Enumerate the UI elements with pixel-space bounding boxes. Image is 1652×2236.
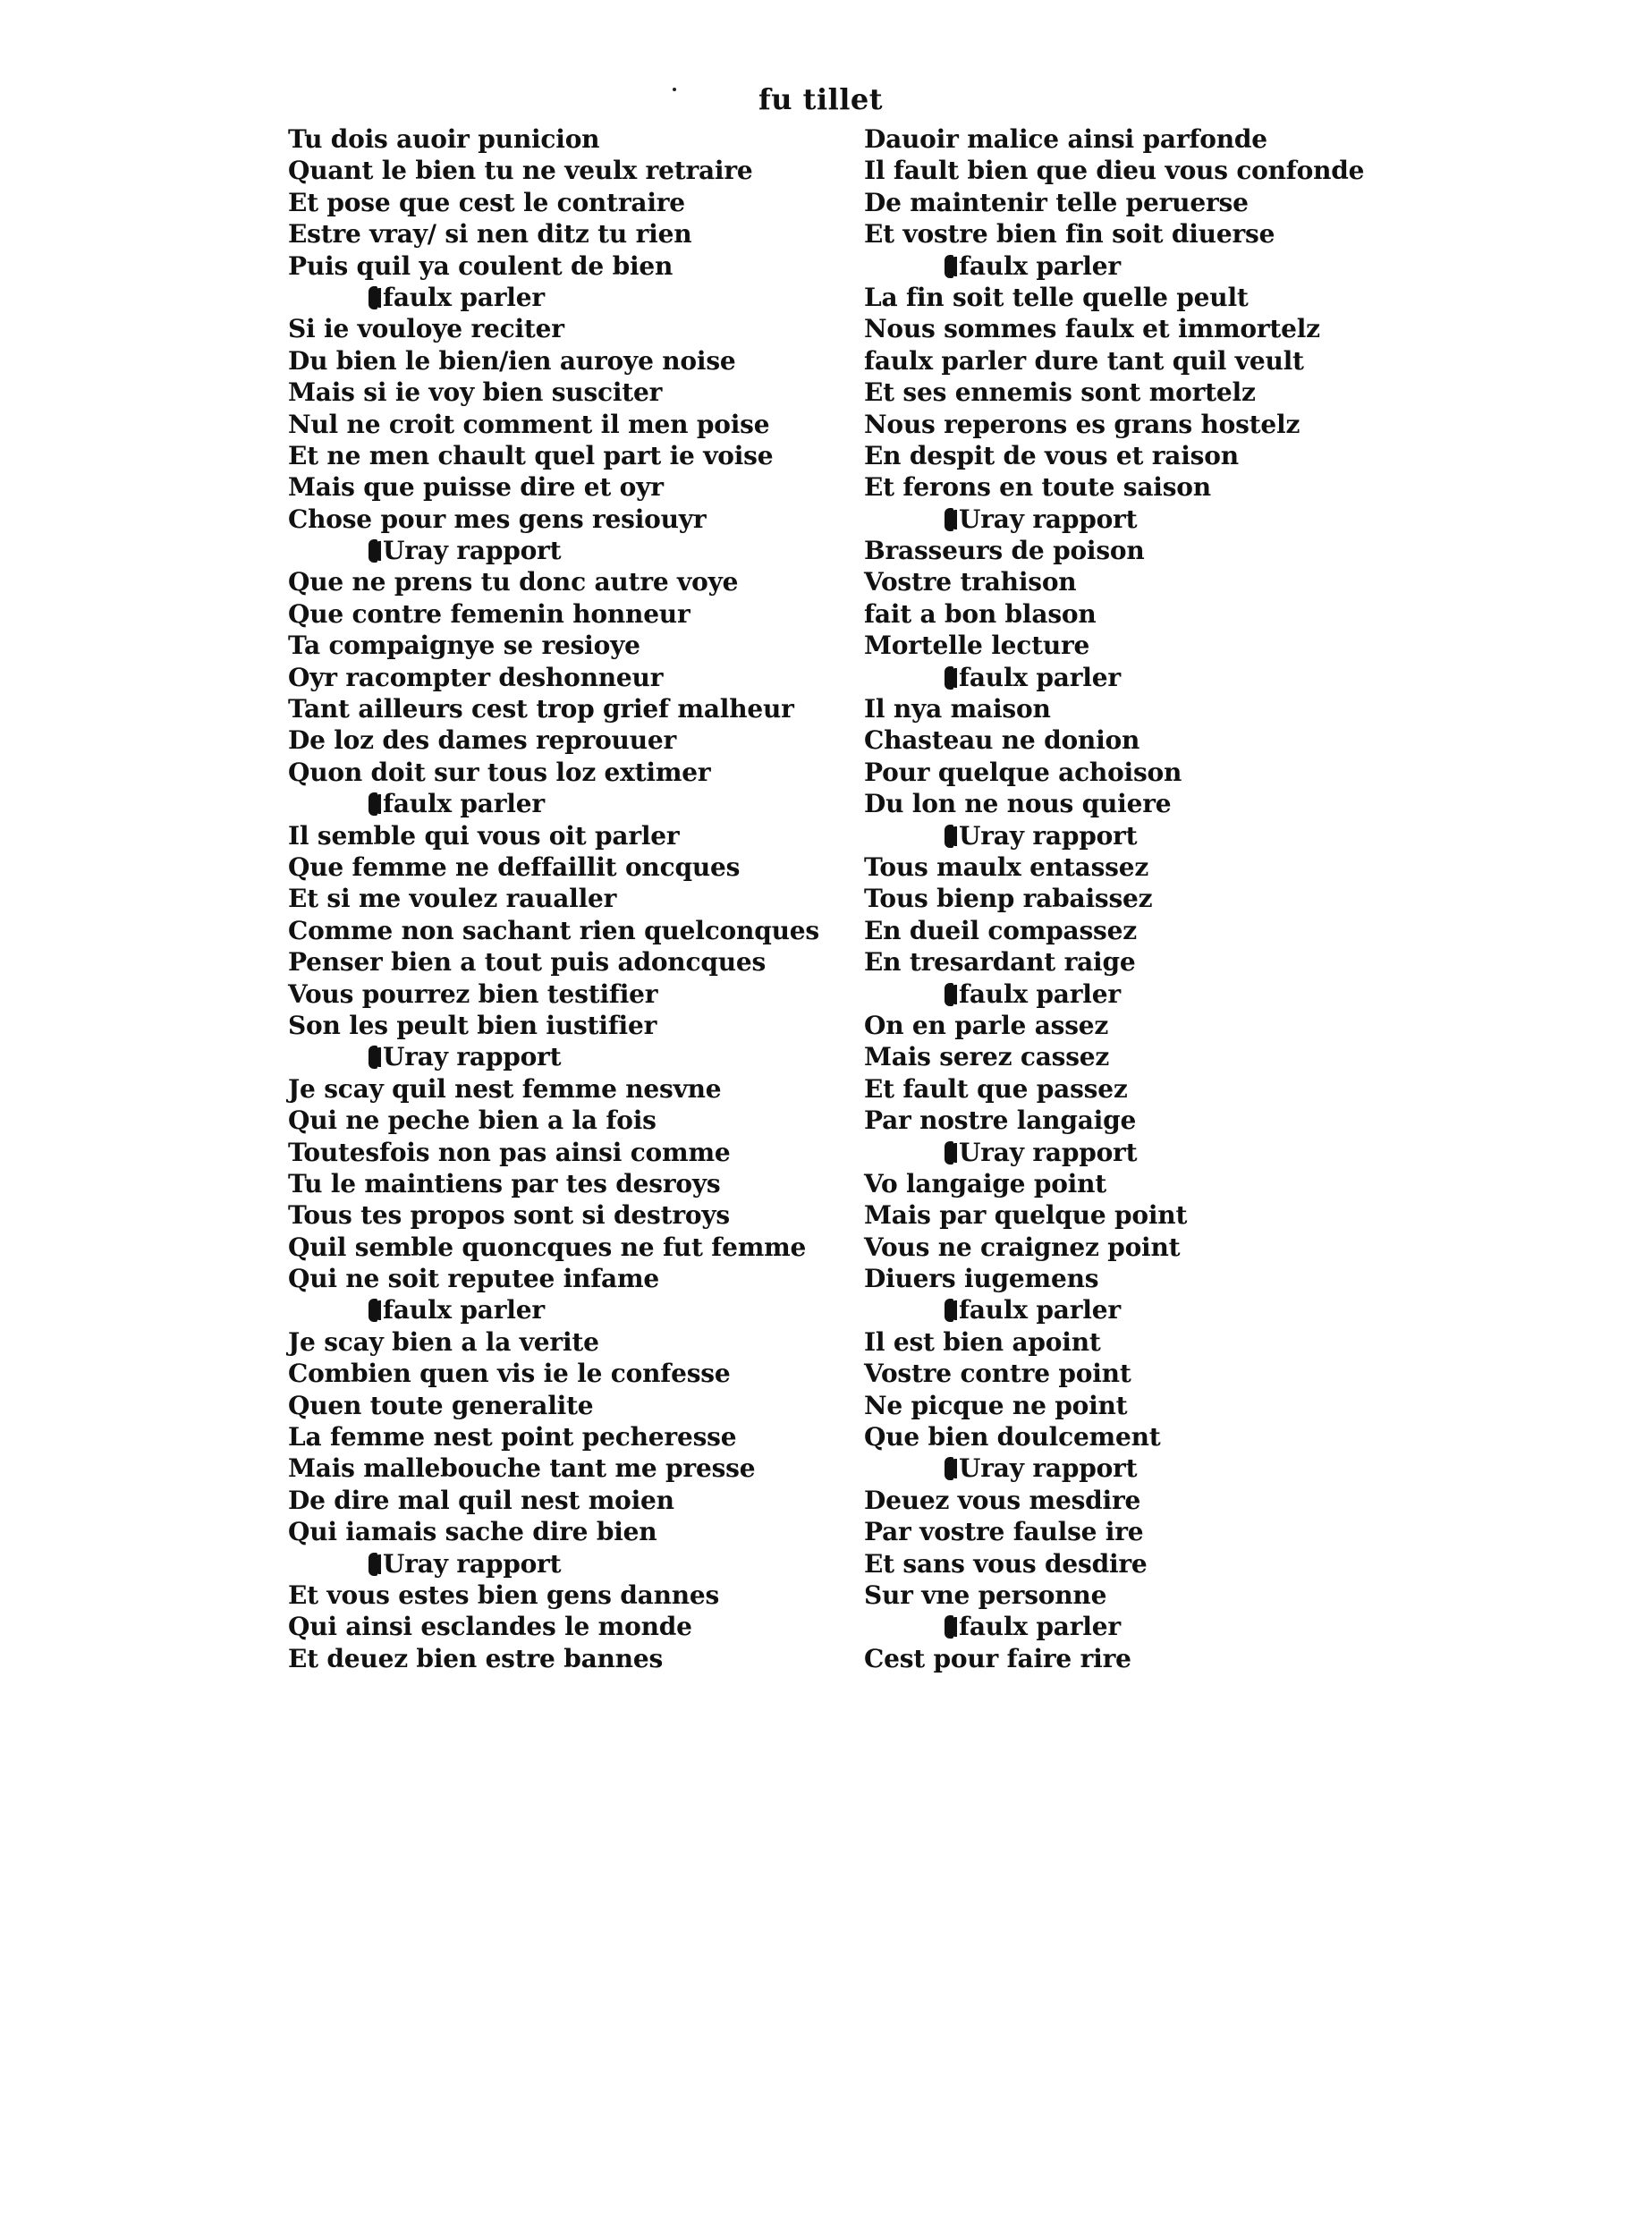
verse-text: Et ses ennemis sont mortelz: [864, 377, 1256, 408]
verse-text: Il est bien apoint: [864, 1326, 1101, 1357]
verse-line: [288, 946, 819, 978]
verse-text: De loz des dames reprouuer: [288, 725, 677, 756]
verse-line: [864, 693, 1364, 724]
pilcrow-icon: [945, 508, 953, 531]
verse-line: [288, 1199, 819, 1231]
verse-text: Chose pour mes gens resiouyr: [288, 504, 707, 534]
verse-line: [288, 1358, 819, 1389]
verse-text: Vous pourrez bien testifier: [288, 978, 658, 1009]
verse-text: Combien quen vis ie le confesse: [288, 1359, 731, 1389]
verse-text: Vo langaige point: [864, 1168, 1106, 1198]
verse-line: [864, 535, 1364, 566]
pilcrow-icon: [369, 1299, 377, 1322]
verse-line: [864, 724, 1364, 756]
verse-text: La fin soit telle quelle peult: [864, 282, 1249, 312]
verse-line: [288, 345, 819, 377]
verse-line: [288, 1073, 819, 1105]
verse-text: Il fault bien que dieu vous confonde: [864, 156, 1365, 186]
verse-line: [288, 187, 819, 218]
speaker-rubric: [864, 504, 1364, 535]
verse-text: Tous maulx entassez: [864, 851, 1149, 882]
verse-text: Comme non sachant rien quelconques: [288, 915, 819, 945]
verse-text: Diuers iugemens: [864, 1264, 1099, 1294]
pilcrow-icon: [945, 666, 953, 690]
verse-line: [288, 724, 819, 756]
verse-text: Puis quil ya coulent de bien: [288, 250, 674, 281]
verse-line: [864, 471, 1364, 503]
verse-text: Quon doit sur tous loz extimer: [288, 757, 711, 787]
verse-text: De dire mal quil nest moien: [288, 1485, 674, 1515]
verse-text: En despit de vous et raison: [864, 440, 1239, 470]
verse-text: Qui ne soit reputee infame: [288, 1264, 660, 1294]
verse-text: De maintenir telle peruerse: [864, 187, 1249, 217]
verse-text: Cest pour faire rire: [864, 1643, 1131, 1673]
speaker-rubric: [864, 1294, 1364, 1326]
speaker-rubric: [864, 820, 1364, 851]
verse-text: Nul ne croit comment il men poise: [288, 409, 770, 439]
speaker-rubric: [288, 788, 819, 819]
verse-text: Je scay bien a la verite: [288, 1326, 599, 1357]
pilcrow-icon: [369, 1046, 377, 1069]
verse-line: [288, 218, 819, 250]
verse-text: Tous tes propos sont si destroys: [288, 1200, 730, 1231]
verse-text: Tant ailleurs cest trop grief malheur: [288, 694, 794, 724]
verse-text: Mortelle lecture: [864, 631, 1090, 661]
verse-line: [864, 409, 1364, 440]
verse-line: [864, 1105, 1364, 1136]
verse-line: [864, 1390, 1364, 1421]
verse-line: [288, 409, 819, 440]
verse-line: [864, 598, 1364, 630]
verse-line: [864, 851, 1364, 883]
pilcrow-icon: [945, 1457, 953, 1480]
verse-text: Tous bienp rabaissez: [864, 884, 1153, 914]
ink-speck: [673, 88, 676, 91]
verse-line: [288, 630, 819, 661]
rubric-text: faulx parler: [959, 978, 1121, 1009]
verse-text: fait a bon blason: [864, 598, 1097, 629]
verse-line: [864, 1232, 1364, 1263]
verse-line: [864, 1548, 1364, 1580]
verse-text: En dueil compassez: [864, 915, 1137, 945]
verse-line: [864, 1358, 1364, 1389]
verse-text: Par nostre langaige: [864, 1105, 1137, 1136]
verse-text: Mais mallebouche tant me presse: [288, 1453, 756, 1484]
rubric-text: Uray rapport: [959, 1453, 1138, 1484]
verse-text: faulx parler dure tant quil veult: [864, 345, 1304, 376]
verse-text: Il semble qui vous oit parler: [288, 820, 680, 851]
pilcrow-icon: [945, 983, 953, 1006]
verse-text: Toutesfois non pas ainsi comme: [288, 1137, 731, 1167]
verse-line: [864, 1010, 1364, 1041]
rubric-text: faulx parler: [959, 250, 1121, 281]
speaker-rubric: [288, 535, 819, 566]
verse-line: [864, 1326, 1364, 1358]
verse-line: [288, 313, 819, 344]
rubric-text: Uray rapport: [959, 1137, 1138, 1167]
verse-text: Deuez vous mesdire: [864, 1485, 1141, 1515]
rubric-text: faulx parler: [959, 662, 1121, 692]
speaker-rubric: [288, 282, 819, 313]
speaker-rubric: [288, 1548, 819, 1580]
verse-line: [864, 915, 1364, 946]
verse-text: Dauoir malice ainsi parfonde: [864, 124, 1267, 154]
pilcrow-icon: [369, 792, 377, 816]
verse-text: Que bien doulcement: [864, 1422, 1161, 1453]
verse-line: [864, 123, 1364, 155]
verse-text: Et sans vous desdire: [864, 1548, 1148, 1579]
verse-line: [288, 440, 819, 471]
verse-text: Ta compaignye se resioye: [288, 631, 640, 661]
rubric-text: faulx parler: [383, 789, 545, 819]
verse-text: Mais que puisse dire et oyr: [288, 472, 664, 503]
verse-text: Son les peult bien iustifier: [288, 1010, 657, 1040]
speaker-rubric: [864, 978, 1364, 1010]
verse-line: [288, 598, 819, 630]
verse-line: [288, 978, 819, 1010]
verse-line: [288, 915, 819, 946]
verse-text: Qui ainsi esclandes le monde: [288, 1612, 692, 1642]
verse-line: [864, 1643, 1364, 1674]
verse-text: Quen toute generalite: [288, 1390, 594, 1420]
verse-line: [864, 946, 1364, 978]
verse-line: [288, 1105, 819, 1136]
verse-text: Et ne men chault quel part ie voise: [288, 440, 774, 470]
verse-line: [864, 788, 1364, 819]
rubric-text: faulx parler: [383, 282, 545, 312]
verse-line: [288, 851, 819, 883]
verse-line: [288, 820, 819, 851]
verse-text: Tu dois auoir punicion: [288, 124, 600, 154]
verse-line: [288, 1010, 819, 1041]
pilcrow-icon: [945, 825, 953, 848]
verse-line: [288, 1168, 819, 1199]
speaker-rubric: [864, 1453, 1364, 1484]
verse-text: Il nya maison: [864, 694, 1051, 724]
verse-line: [288, 1485, 819, 1516]
pilcrow-icon: [945, 1615, 953, 1639]
verse-line: [864, 1516, 1364, 1547]
verse-line: [288, 504, 819, 535]
verse-text: Penser bien a tout puis adoncques: [288, 947, 767, 978]
verse-line: [288, 1263, 819, 1294]
verse-text: Et ferons en toute saison: [864, 472, 1211, 503]
verse-line: [288, 1580, 819, 1611]
verse-line: [864, 1073, 1364, 1105]
verse-text: Qui ne peche bien a la fois: [288, 1105, 657, 1136]
verse-line: [288, 1611, 819, 1642]
verse-line: [288, 1232, 819, 1263]
verse-text: Qui iamais sache dire bien: [288, 1517, 657, 1547]
verse-line: [864, 218, 1364, 250]
verse-line: [864, 155, 1364, 186]
rubric-text: faulx parler: [959, 1295, 1121, 1326]
verse-line: [288, 566, 819, 597]
verse-line: [864, 440, 1364, 471]
verse-text: Brasseurs de poison: [864, 536, 1145, 566]
running-head: fu tillet: [758, 82, 884, 116]
verse-text: On en parle assez: [864, 1010, 1109, 1040]
verse-text: Que femme ne deffaillit oncques: [288, 851, 741, 882]
pilcrow-icon: [369, 1553, 377, 1576]
verse-text: Que contre femenin honneur: [288, 598, 690, 629]
right-verse-column: [864, 123, 1364, 1674]
verse-text: Vostre contre point: [864, 1359, 1131, 1389]
verse-text: En tresardant raige: [864, 947, 1136, 978]
verse-text: Estre vray/ si nen ditz tu rien: [288, 219, 692, 250]
verse-line: [864, 1580, 1364, 1611]
verse-text: Et vostre bien fin soit diuerse: [864, 219, 1275, 250]
verse-text: Tu le maintiens par tes desroys: [288, 1168, 721, 1198]
verse-text: Et deuez bien estre bannes: [288, 1643, 664, 1673]
verse-line: [288, 250, 819, 282]
verse-line: [864, 1041, 1364, 1072]
verse-line: [864, 757, 1364, 788]
verse-line: [288, 757, 819, 788]
verse-line: [864, 187, 1364, 218]
verse-text: Je scay quil nest femme nesvne: [288, 1073, 722, 1104]
verse-line: [288, 1326, 819, 1358]
speaker-rubric: [864, 250, 1364, 282]
verse-line: [288, 1421, 819, 1453]
verse-line: [864, 1168, 1364, 1199]
left-verse-column: [288, 123, 819, 1674]
verse-line: [864, 630, 1364, 661]
verse-text: Mais si ie voy bien susciter: [288, 377, 663, 408]
rubric-text: Uray rapport: [383, 1548, 562, 1579]
verse-line: [864, 1263, 1364, 1294]
speaker-rubric: [864, 1137, 1364, 1168]
pilcrow-icon: [945, 1299, 953, 1322]
verse-text: Mais par quelque point: [864, 1200, 1188, 1231]
verse-text: Chasteau ne donion: [864, 725, 1140, 756]
verse-line: [864, 1199, 1364, 1231]
verse-line: [288, 883, 819, 914]
verse-line: [864, 377, 1364, 408]
verse-text: Et fault que passez: [864, 1073, 1128, 1104]
verse-line: [288, 1453, 819, 1484]
verse-line: [864, 345, 1364, 377]
verse-line: [864, 883, 1364, 914]
verse-line: [864, 282, 1364, 313]
pilcrow-icon: [369, 286, 377, 309]
verse-line: [288, 471, 819, 503]
verse-text: Quil semble quoncques ne fut femme: [288, 1232, 807, 1262]
rubric-text: Uray rapport: [959, 820, 1138, 851]
verse-line: [288, 155, 819, 186]
rubric-text: faulx parler: [959, 1612, 1121, 1642]
verse-line: [288, 693, 819, 724]
verse-line: [864, 1421, 1364, 1453]
verse-text: Mais serez cassez: [864, 1042, 1110, 1072]
verse-text: Nous sommes faulx et immortelz: [864, 314, 1320, 344]
pilcrow-icon: [945, 255, 953, 278]
verse-text: Sur vne personne: [864, 1580, 1107, 1610]
speaker-rubric: [864, 662, 1364, 693]
verse-text: Par vostre faulse ire: [864, 1517, 1144, 1547]
verse-text: Vostre trahison: [864, 567, 1077, 597]
verse-text: Du bien le bien/ien auroye noise: [288, 345, 736, 376]
verse-line: [288, 377, 819, 408]
verse-text: Du lon ne nous quiere: [864, 789, 1172, 819]
verse-line: [288, 1137, 819, 1168]
verse-text: La femme nest point pecheresse: [288, 1422, 737, 1453]
pilcrow-icon: [945, 1141, 953, 1165]
speaker-rubric: [288, 1041, 819, 1072]
verse-line: [288, 1643, 819, 1674]
verse-text: Pour quelque achoison: [864, 757, 1182, 787]
verse-text: Que ne prens tu donc autre voye: [288, 567, 739, 597]
verse-text: Et pose que cest le contraire: [288, 187, 685, 217]
verse-text: Nous reperons es grans hostelz: [864, 409, 1300, 439]
verse-line: [864, 566, 1364, 597]
pilcrow-icon: [369, 539, 377, 563]
speaker-rubric: [864, 1611, 1364, 1642]
verse-line: [864, 313, 1364, 344]
verse-text: Vous ne craignez point: [864, 1232, 1181, 1262]
verse-text: Ne picque ne point: [864, 1390, 1128, 1420]
speaker-rubric: [288, 1294, 819, 1326]
rubric-text: Uray rapport: [959, 504, 1138, 534]
rubric-text: faulx parler: [383, 1295, 545, 1326]
verse-line: [288, 662, 819, 693]
verse-text: Si ie vouloye reciter: [288, 314, 564, 344]
verse-line: [288, 123, 819, 155]
verse-line: [288, 1516, 819, 1547]
rubric-text: Uray rapport: [383, 1042, 562, 1072]
verse-line: [288, 1390, 819, 1421]
verse-text: Quant le bien tu ne veulx retraire: [288, 156, 753, 186]
rubric-text: Uray rapport: [383, 536, 562, 566]
verse-line: [864, 1485, 1364, 1516]
verse-text: Oyr racompter deshonneur: [288, 662, 664, 692]
verse-text: Et si me voulez raualler: [288, 884, 617, 914]
verse-text: Et vous estes bien gens dannes: [288, 1580, 720, 1610]
